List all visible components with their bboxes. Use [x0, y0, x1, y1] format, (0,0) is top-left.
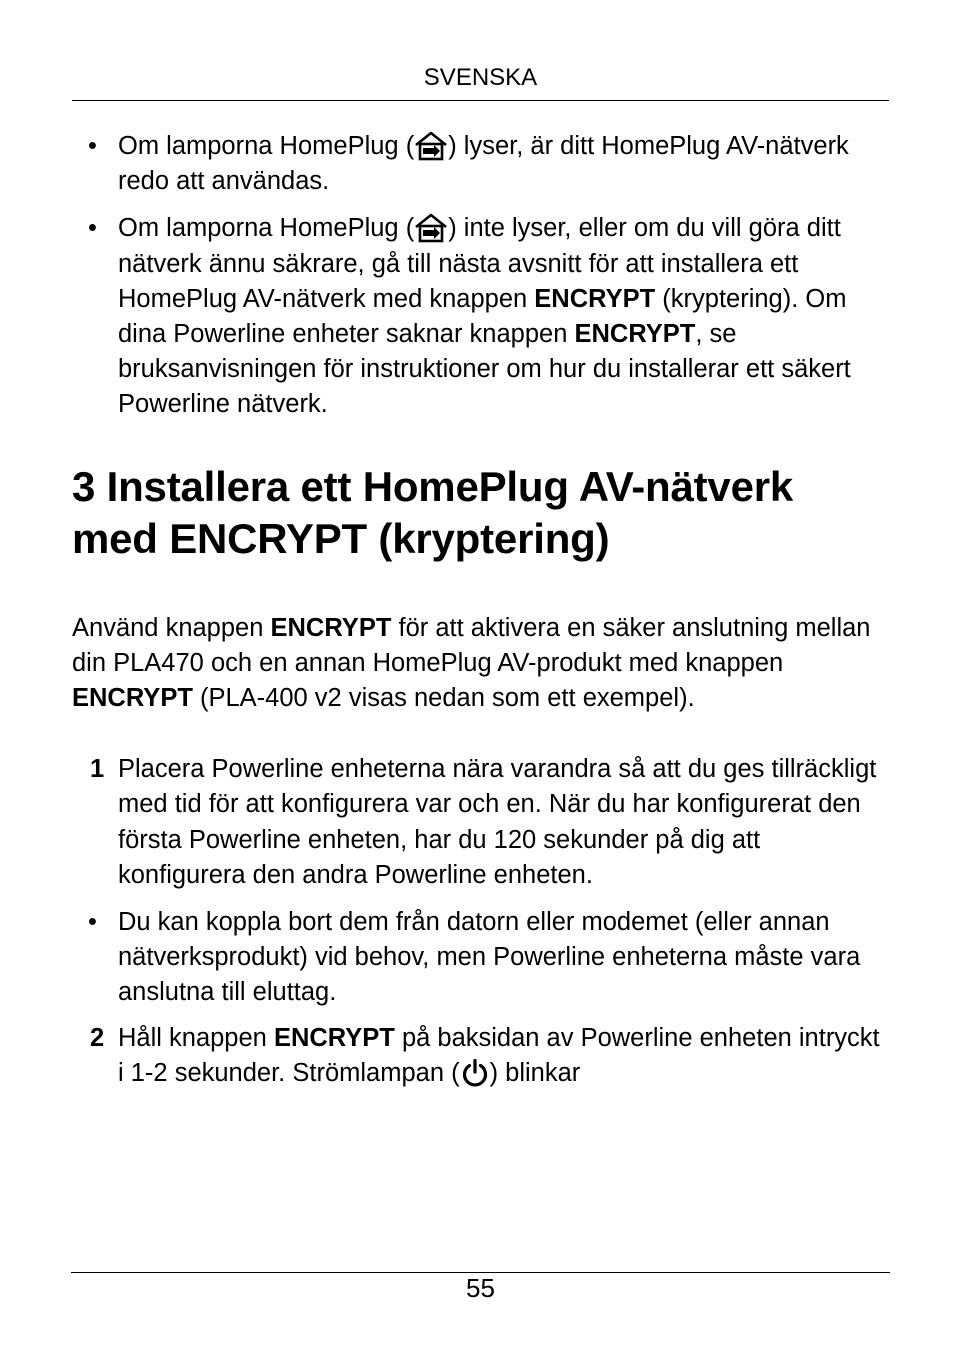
- step-text: ) blinkar: [489, 1058, 581, 1087]
- power-icon: [460, 1058, 490, 1088]
- step-note-bullet: [72, 905, 889, 1011]
- homeplug-house-icon: [414, 131, 448, 161]
- bullet-text: (kryptering). Om dina Powerline enheter saknar knappen: [118, 284, 847, 349]
- bullet-marker: •: [88, 908, 97, 937]
- bullet-homeplug-on: [72, 129, 889, 199]
- bullet-text: Om lamporna HomePlug (: [118, 214, 415, 243]
- homeplug-house-icon: [414, 213, 448, 243]
- bullet-text: ) inte lyser, eller om du vill göra ditt nätverk ännu säkrare, gå till nästa avsnitt för att installera ett HomePlug AV-nätverk med knappen: [118, 214, 841, 313]
- step-text: Håll knappen: [118, 1023, 274, 1052]
- encrypt-keyword: ENCRYPT: [72, 684, 193, 713]
- step-number: 2: [90, 1023, 105, 1052]
- bullet-text: ) lyser, är ditt HomePlug AV-nätverk redo att användas.: [118, 132, 849, 196]
- encrypt-keyword: ENCRYPT: [574, 320, 696, 349]
- encrypt-keyword: ENCRYPT: [534, 284, 656, 313]
- bullet-text: Du kan koppla bort dem från datorn eller modemet (eller annan nätverksprodukt) vid behov, men Powerline enheterna måste vara anslutna till eluttag.: [118, 908, 861, 1007]
- encrypt-keyword: ENCRYPT: [273, 1023, 395, 1052]
- step-number: 1: [90, 755, 105, 784]
- step-1: [72, 752, 889, 893]
- bullet-marker: •: [88, 214, 97, 243]
- page-content: [72, 129, 889, 1091]
- step-text: Placera Powerline enheterna nära varandra så att du ges tillräckligt med tid för att konfigurera var och en. När du har konfigurerat den första Powerline enheten, har du 120 sekunder på dig att konfigurera den andra Powerline enheten.: [118, 755, 877, 889]
- section-title-line-1: 3 Installera ett HomePlug AV-nätverk: [72, 462, 794, 510]
- page-number: 55: [466, 1273, 495, 1303]
- intro-paragraph: [72, 611, 889, 717]
- bullet-homeplug-off: [72, 211, 889, 422]
- header-rule: [72, 100, 889, 101]
- step-text: på baksidan av Powerline enheten intryckt i 1-2 sekunder. Strömlampan (: [118, 1023, 880, 1087]
- section-title-line-2: med ENCRYPT (kryptering): [72, 514, 610, 562]
- encrypt-keyword: ENCRYPT: [270, 613, 392, 642]
- paragraph-text: Använd knappen: [72, 613, 271, 642]
- paragraph-text: (PLA-400 v2 visas nedan som ett exempel).: [192, 684, 695, 713]
- bullet-text: , se bruksanvisningen för instruktioner om hur du installerar ett säkert Powerline nätverk.: [118, 320, 851, 419]
- section-title: [72, 461, 889, 565]
- paragraph-text: för att aktivera en säker anslutning mellan din PLA470 och en annan HomePlug AV-produkt med knappen: [72, 613, 871, 677]
- page-header-language: SVENSKA: [423, 64, 538, 91]
- step-2: [72, 1021, 889, 1091]
- bullet-marker: •: [88, 132, 97, 160]
- bullet-text: Om lamporna HomePlug (: [118, 132, 415, 160]
